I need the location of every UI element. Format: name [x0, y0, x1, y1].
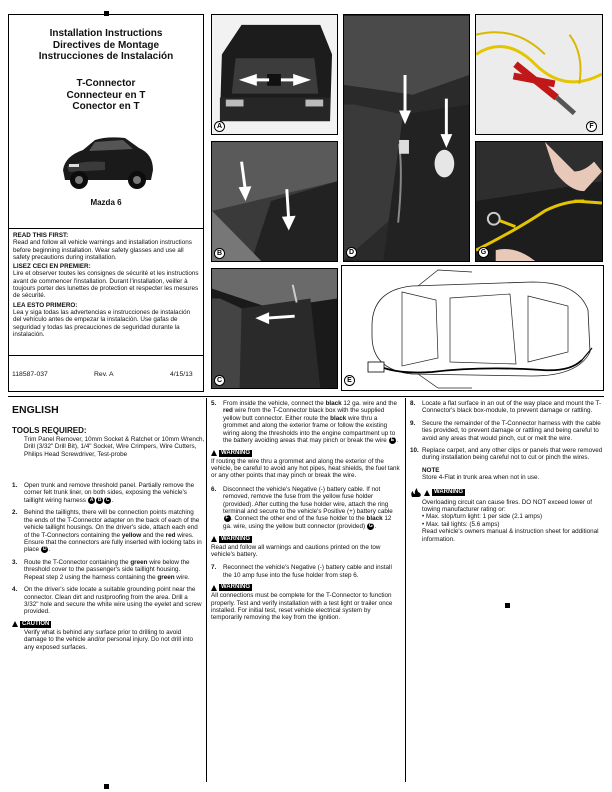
photo-f	[475, 14, 603, 135]
warning-icon	[211, 450, 217, 456]
ref-d-icon: D	[43, 546, 47, 553]
step-3: 3. Route the T-Connector containing the green wire below the threshold cover to the passenger's side taillight housing. Repeat step 2 using the harness containing the green wire.	[12, 559, 190, 581]
ref-f-icon: F	[225, 515, 229, 522]
section-heading-english: ENGLISH	[12, 404, 59, 416]
step-4: 4. On the driver's side locate a suitable grounding point near the connector. Clean dirt and rustproofing from the area. Drill a 3/32" hole and secure the white wire using the eyelet and screw provided.	[12, 586, 202, 616]
ref-b-icon: B	[97, 496, 102, 503]
warning-heading: WARNING	[211, 584, 401, 591]
read-first-box	[9, 228, 203, 356]
tools-list: Trim Panel Remover, 10mm Socket & Ratchet or 10mm Wrench, Drill (3/32" Drill Bit), 1/4" Socket, Wire Crimpers, Wire Cutters, Philips Head Screwdriver, Test-probe	[24, 436, 205, 458]
read-first-en-title: READ THIS FIRST:	[13, 232, 69, 239]
ref-g-icon: G	[368, 523, 373, 530]
warning-icon	[211, 536, 217, 542]
column-2	[211, 400, 401, 622]
step-2: 2. Behind the taillights, there will be connection points matching the ends of the T-Connector adapter on the back of each of the vehicle taillight housings. On the driver's side, attach each end of the T-Connectors containing the yellow and the red wires. Ensure that the connectors are fully inserted with locking tabs in place D .	[12, 509, 202, 554]
product-es: Conector en T	[72, 101, 140, 112]
part-number: 118587-037	[12, 371, 48, 378]
fire-hazard-icon	[410, 488, 422, 498]
photo-label-c: C	[214, 375, 225, 386]
title-fr: Directives de Montage	[52, 39, 160, 51]
product-names	[10, 78, 202, 113]
warning-text-7: All connections must be complete for the T-Connector to function properly. Test and verify installation with a test light or trailer once installed. For initial test, reset vehicle electrical system by temporarily removing the key from the ignition.	[211, 592, 393, 622]
note-heading: NOTE	[422, 466, 440, 474]
tools-heading: TOOLS REQUIRED:	[12, 426, 87, 435]
step-8: 8. Locate a flat surface in an out of the way place and mount the T-Connector's black box-module, to prevent damage or rattling.	[410, 400, 602, 415]
read-first-en-text: Read and follow all vehicle warnings and installation instructions before beginning installation. Wear safety glasses and use all safety precautions during installation.	[13, 239, 192, 261]
note-text: Store 4-Flat in trunk area when not in use.	[422, 474, 540, 482]
step-6: 6. Disconnect the vehicle's Negative (-) battery cable. If not removed, remove the fuse from the yellow fuse holder (provided). After cutting the fuse holder wire, attach the ring terminal and secure to the vehicle's Positive (+) battery cable F . Connect the other end of the fuse holder to the black 12 ga. wire, using the yellow butt connector (provided) G .	[211, 485, 393, 531]
ref-c-icon: C	[105, 496, 110, 503]
photo-label-e: E	[344, 375, 355, 386]
note-block	[410, 467, 604, 482]
step-10: 10. Replace carpet, and any other clips or panels that were removed during installation being careful not to cut or pinch the wires.	[410, 447, 603, 462]
ref-a-icon: A	[89, 496, 94, 503]
photo-g	[475, 141, 603, 262]
column-3	[410, 400, 604, 543]
date: 4/15/13	[170, 371, 193, 378]
warning-text-6: Read and follow all warnings and cautions printed on the tow vehicle's battery.	[211, 543, 381, 559]
vehicle-image	[55, 130, 157, 192]
photo-label-b: B	[214, 248, 225, 259]
step-9: 9. Secure the remainder of the T-Connector harness with the cable ties provided, to prevent damage or rattling and being careful to avoid any areas that would pinch, cut or melt the wire.	[410, 419, 601, 442]
column-divider	[405, 398, 406, 782]
product-fr: Connecteur en T	[66, 89, 146, 101]
photo-d	[343, 14, 470, 262]
photo-c	[211, 268, 338, 389]
column-1	[12, 482, 202, 651]
ref-e-icon: E	[390, 437, 395, 444]
caution-icon	[12, 621, 18, 627]
registration-mark	[104, 784, 109, 789]
photo-b	[211, 141, 338, 262]
step-5: 5. From inside the vehicle, connect the black 12 ga. wire and the red wire from the T-Connector black box with the supplied yellow butt connector. Either route the black wire thru a grommet and along the exterior frame or follow the existing wiring along the thresholds into the engine compartment up to the battery avoiding areas that may pinch or break the wire E .	[211, 400, 399, 445]
step-7: 7. Reconnect the vehicle's Negative (-) battery cable and install the 10 amp fuse into the fuse holder from step 6.	[211, 564, 392, 579]
section-divider	[8, 396, 604, 397]
wiring-diagram	[341, 265, 604, 391]
step-1: 1. Open trunk and remove threshold panel. Partially remove the corner felt trunk liner, on both sides, exposing the vehicle's taillight wiring harness A B C .	[12, 482, 195, 504]
photo-label-g: G	[478, 247, 489, 258]
vehicle-model: Mazda 6	[90, 198, 122, 207]
title-es: Instrucciones de Instalación	[38, 51, 174, 62]
product-en: T-Connector	[76, 78, 136, 89]
warning-text-5: If routing the wire thru a grommet and along the exterior of the vehicle, be careful to avoid any hot pipes, heat shields, the fuel tank or any other points that may pinch or break the wire.	[211, 457, 400, 480]
photo-a	[211, 14, 338, 135]
document-titles	[10, 28, 202, 63]
read-first-fr-title: LISEZ CECI EN PREMIER:	[13, 263, 91, 271]
photo-label-d: D	[346, 247, 357, 258]
revision: Rev. A	[94, 371, 114, 378]
read-first-fr-text: Lire et observer toutes les consignes de sécurité et les instructions avant de commencer l'installation. Durant l'installation, veiller à toujours porter des lunettes de protection et respecter les mesures de sécurité.	[13, 270, 199, 300]
title-en: Installation Instructions	[49, 28, 163, 39]
column-divider	[206, 398, 207, 782]
caution-heading: CAUTION	[12, 621, 202, 628]
caution-text: Verify what is behind any surface prior to drilling to avoid damage to the vehicle and/or personal injury. Do not drill into any exposed surfaces.	[24, 628, 193, 651]
photo-label-a: A	[214, 121, 225, 132]
warning-heading: WARNING	[211, 536, 401, 543]
final-warning-text: Overloading circuit can cause fires. DO NOT exceed lower of towing manufacturer rating or: • Max. stop/turn light: 1 per side (2.1 amps) • Max. tail lights: (5.6 amps) Read vehicle's owners manual & instruction sheet for additional information.	[422, 498, 599, 543]
registration-mark	[505, 603, 510, 608]
warning-icon	[211, 585, 217, 591]
read-first-es-text: Lea y siga todas las advertencias e instrucciones de instalación del vehículo antes de empezar la instalación. Use gafas de seguridad y todas las precauciones de seguridad durante la instalación.	[13, 308, 191, 338]
photo-label-f: F	[586, 121, 597, 132]
warning-heading: WARNING	[211, 450, 401, 457]
final-warning-heading: WARNING	[410, 488, 604, 498]
warning-icon	[424, 490, 430, 496]
read-first-es-title: LEA ESTO PRIMERO:	[13, 301, 78, 309]
